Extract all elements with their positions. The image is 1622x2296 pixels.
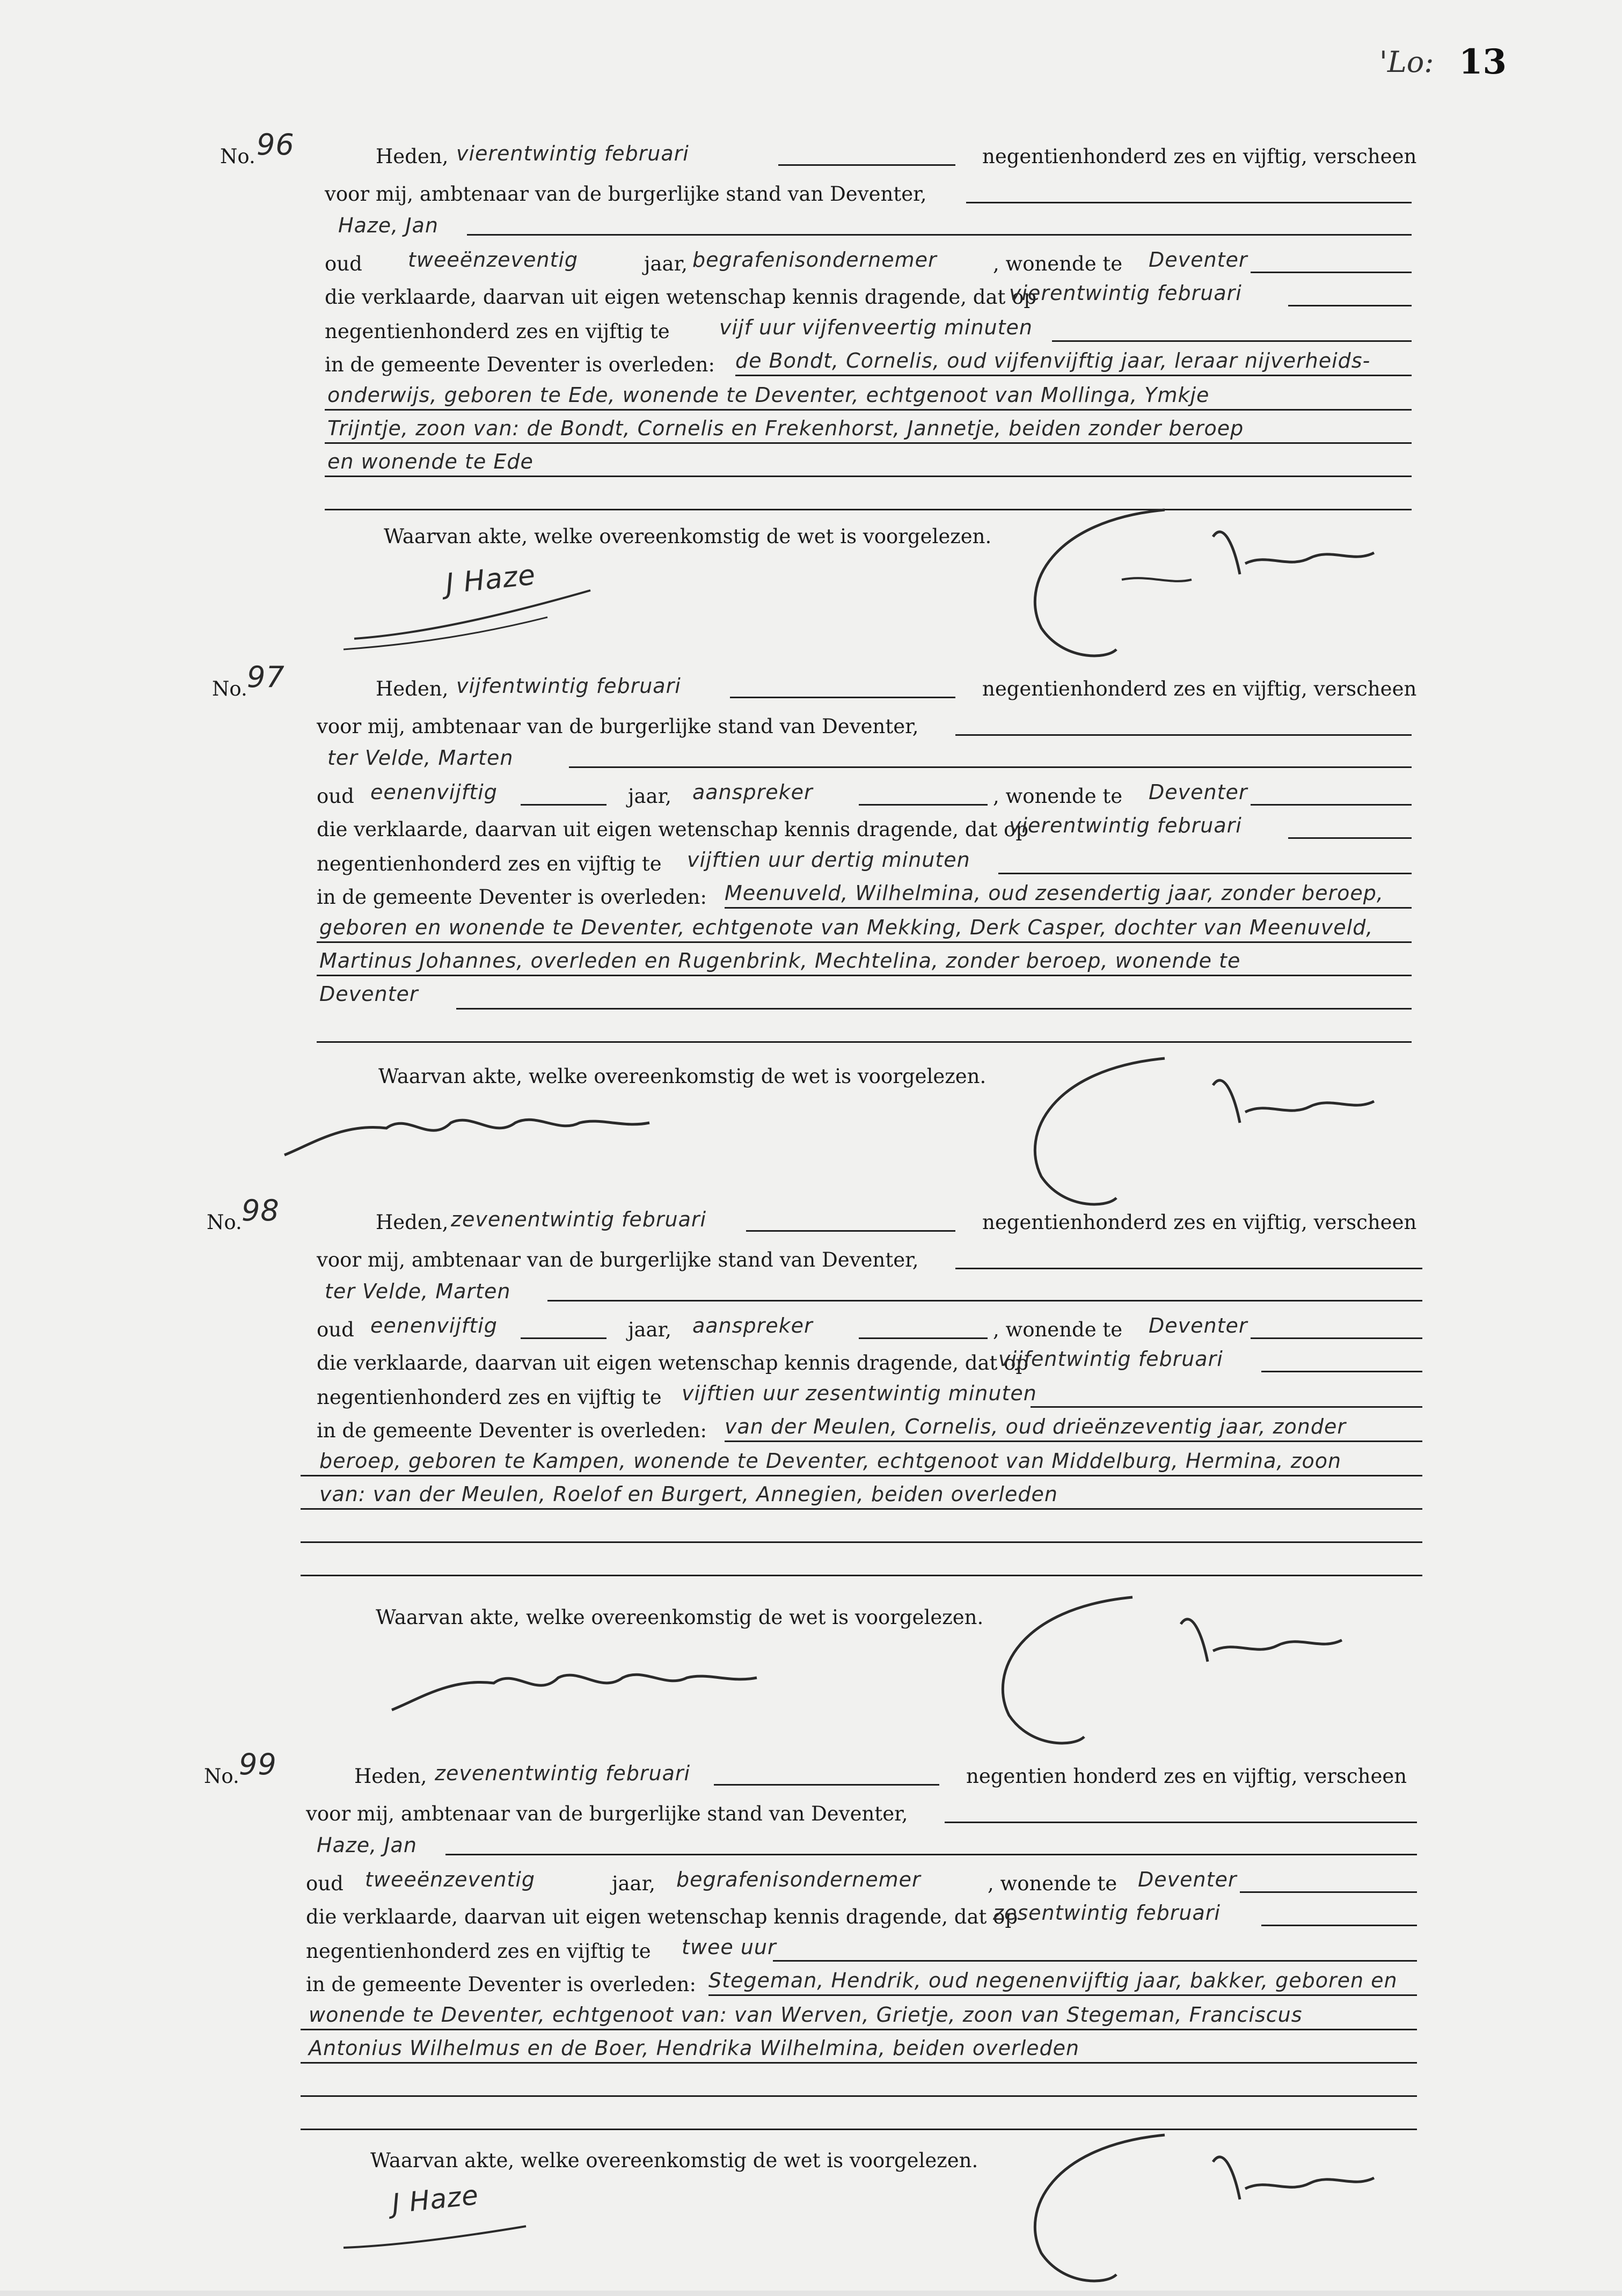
- oud-label: oud: [317, 785, 354, 808]
- declarant-name: ter Velde, Marten: [327, 746, 514, 770]
- declarant-name: ter Velde, Marten: [325, 1279, 511, 1303]
- line5-text: die verklaarde, daarvan uit eigen wetenschap kennis dragende, dat op: [317, 818, 1029, 841]
- declarant-age: tweeënzeventig: [365, 1868, 536, 1891]
- line2-text: voor mij, ambtenaar van de burgerlijke stand van Deventer,: [317, 1248, 919, 1271]
- line5-text: die verklaarde, daarvan uit eigen wetenschap kennis dragende, dat op: [325, 286, 1037, 309]
- declarant-occupation: aanspreker: [692, 780, 813, 804]
- death-date: vierentwintig februari: [1009, 281, 1242, 305]
- record-number-label: No.: [220, 145, 255, 168]
- record-date: zevenentwintig februari: [435, 1761, 691, 1785]
- declarant-residence: Deventer: [1149, 1314, 1248, 1337]
- declarant-age: eenenvijftig: [370, 1314, 498, 1337]
- official-signature: [955, 1586, 1385, 1758]
- declarant-occupation: begrafenisondernemer: [692, 248, 937, 272]
- declarant-occupation: aanspreker: [692, 1314, 813, 1337]
- line7-text: in de gemeente Deventer is overleden:: [317, 1419, 707, 1442]
- declarant-signature-scrawl: [279, 1091, 655, 1171]
- line7-text: in de gemeente Deventer is overleden:: [325, 353, 715, 376]
- death-time: vijftien uur zesentwintig minuten: [682, 1381, 1037, 1405]
- death-date: vierentwintig februari: [1009, 814, 1242, 837]
- official-signature: [988, 1048, 1417, 1230]
- deceased-line-1: de Bondt, Cornelis, oud vijfenvijftig jaar, leraar nijverheids-: [735, 349, 1371, 372]
- oud-label: oud: [325, 252, 362, 275]
- death-date: vijfentwintig februari: [998, 1347, 1223, 1371]
- line5-text: die verklaarde, daarvan uit eigen wetenschap kennis dragende, dat op: [317, 1351, 1029, 1374]
- declarant-signature-flourish: [322, 569, 623, 655]
- line6-text: negentienhonderd zes en vijftig te: [317, 852, 662, 875]
- line1-text: negentienhonderd zes en vijftig, verscheen: [982, 145, 1417, 168]
- heden-label: Heden,: [354, 1765, 427, 1788]
- declarant-age: tweeënzeventig: [408, 248, 579, 272]
- heden-label: Heden,: [376, 677, 449, 700]
- oud-label: oud: [317, 1318, 354, 1341]
- closing-text: Waarvan akte, welke overeenkomstig de wet is voorgelezen.: [370, 2149, 978, 2172]
- declarant-occupation: begrafenisondernemer: [676, 1868, 921, 1891]
- declarant-signature: [698, 1144, 707, 1168]
- deceased-line-2: beroep, geboren te Kampen, wonende te Deventer, echtgenoot van Middelburg, Hermina, zoon: [319, 1449, 1342, 1473]
- line6-text: negentienhonderd zes en vijftig te: [325, 320, 670, 343]
- line1-text: negentienhonderd zes en vijftig, verscheen: [982, 1211, 1417, 1234]
- corner-mark: 'Lo:: [1379, 45, 1434, 79]
- line6-text: negentienhonderd zes en vijftig te: [317, 1386, 662, 1409]
- declarant-name: Haze, Jan: [317, 1833, 417, 1857]
- record-date: zevenentwintig februari: [451, 1208, 707, 1231]
- record-number: 99: [239, 1747, 277, 1781]
- declarant-residence: Deventer: [1149, 248, 1248, 272]
- jaar-label: jaar,: [628, 1318, 671, 1341]
- declarant-signature-flourish: [333, 2205, 547, 2258]
- line2-text: voor mij, ambtenaar van de burgerlijke stand van Deventer,: [317, 715, 919, 738]
- official-signature: [988, 499, 1417, 682]
- line1-text: negentienhonderd zes en vijftig, verscheen: [982, 677, 1417, 700]
- declarant-name: Haze, Jan: [338, 214, 439, 237]
- record-number: 97: [247, 660, 285, 694]
- deceased-line-1: Meenuveld, Wilhelmina, oud zesendertig jaar, zonder beroep,: [725, 881, 1384, 905]
- declarant-residence: Deventer: [1149, 780, 1248, 804]
- deceased-line-3: Trijntje, zoon van: de Bondt, Cornelis en Frekenhorst, Jannetje, beiden zonder beroep: [327, 416, 1244, 440]
- oud-label: oud: [306, 1872, 344, 1895]
- wonende-label: , wonende te: [993, 1318, 1123, 1341]
- line7-text: in de gemeente Deventer is overleden:: [306, 1973, 696, 1996]
- jaar-label: jaar,: [644, 252, 688, 275]
- wonende-label: , wonende te: [993, 785, 1123, 808]
- closing-text: Waarvan akte, welke overeenkomstig de wet is voorgelezen.: [384, 525, 992, 548]
- closing-text: Waarvan akte, welke overeenkomstig de wet is voorgelezen.: [376, 1606, 984, 1629]
- deceased-line-4: Deventer: [319, 982, 419, 1006]
- declarant-signature: J Haze: [390, 2179, 480, 2220]
- deceased-line-2: onderwijs, geboren te Ede, wonende te Deventer, echtgenoot van Mollinga, Ymkje: [327, 383, 1210, 407]
- death-time: twee uur: [682, 1935, 777, 1959]
- declarant-signature: J Haze: [444, 559, 537, 601]
- jaar-label: jaar,: [612, 1872, 655, 1895]
- declarant-signature-scrawl: [386, 1646, 762, 1726]
- deceased-line-1: Stegeman, Hendrik, oud negenenvijftig jaar, bakker, geboren en: [708, 1969, 1398, 1992]
- deceased-line-4: en wonende te Ede: [327, 450, 534, 473]
- declarant-age: eenenvijftig: [370, 780, 498, 804]
- official-signature: [988, 2124, 1417, 2296]
- record-number-label: No.: [204, 1765, 239, 1788]
- jaar-label: jaar,: [628, 785, 671, 808]
- death-time: vijftien uur dertig minuten: [687, 848, 970, 872]
- wonende-label: , wonende te: [993, 252, 1123, 275]
- line2-text: voor mij, ambtenaar van de burgerlijke stand van Deventer,: [306, 1802, 908, 1825]
- declarant-residence: Deventer: [1138, 1868, 1237, 1891]
- page-number: 13: [1459, 42, 1507, 82]
- death-date: zesentwintig februari: [993, 1901, 1221, 1925]
- line6-text: negentienhonderd zes en vijftig te: [306, 1940, 651, 1963]
- deceased-line-3: Martinus Johannes, overleden en Rugenbrink, Mechtelina, zonder beroep, wonende te: [319, 949, 1241, 972]
- heden-label: Heden,: [376, 145, 449, 168]
- deceased-line-3: van: van der Meulen, Roelof en Burgert, Annegien, beiden overleden: [319, 1482, 1058, 1506]
- record-number: 96: [257, 128, 295, 162]
- deceased-line-3: Antonius Wilhelmus en de Boer, Hendrika Wilhelmina, beiden overleden: [309, 2036, 1080, 2060]
- deceased-line-1: van der Meulen, Cornelis, oud drieënzeventig jaar, zonder: [725, 1415, 1346, 1438]
- line5-text: die verklaarde, daarvan uit eigen wetenschap kennis dragende, dat op: [306, 1905, 1018, 1928]
- line7-text: in de gemeente Deventer is overleden:: [317, 886, 707, 909]
- record-number-label: No.: [212, 677, 247, 700]
- record-number-label: No.: [207, 1211, 242, 1234]
- closing-text: Waarvan akte, welke overeenkomstig de wet is voorgelezen.: [378, 1065, 987, 1088]
- deceased-line-2: wonende te Deventer, echtgenoot van: van Werven, Grietje, zoon van Stegeman, Franciscus: [309, 2003, 1303, 2027]
- record-number: 98: [242, 1194, 280, 1227]
- record-date: vierentwintig februari: [456, 142, 689, 165]
- line1-text: negentien honderd zes en vijftig, verscheen: [966, 1765, 1407, 1788]
- record-date: vijfentwintig februari: [456, 674, 681, 698]
- wonende-label: , wonende te: [988, 1872, 1117, 1895]
- declarant-signature: [698, 1688, 707, 1712]
- heden-label: Heden,: [376, 1211, 449, 1234]
- line2-text: voor mij, ambtenaar van de burgerlijke stand van Deventer,: [325, 182, 927, 206]
- deceased-line-2: geboren en wonende te Deventer, echtgenote van Mekking, Derk Casper, dochter van Meenuveld,: [319, 916, 1373, 939]
- death-time: vijf uur vijfenveertig minuten: [719, 316, 1033, 339]
